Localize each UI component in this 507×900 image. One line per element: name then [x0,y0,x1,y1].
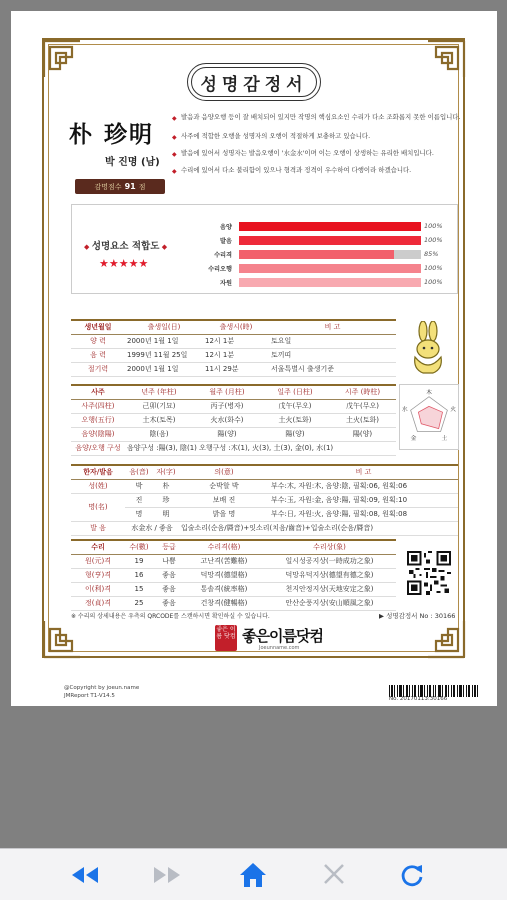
fit-bar-value: 100% [424,264,443,272]
fit-bar-track [239,222,421,231]
qr-code[interactable] [407,551,451,595]
table-row: 성(姓) 박 朴 순박할 박 부수:木, 자원:木, 음양:陰, 필획:06, 원획:06 [71,479,458,493]
table-row: 오행(五行) 土木(토목) 火水(화수) 土火(토화) 土火(토화) [71,413,396,427]
table-row: 명 明 밝을 명 부수:日, 자원:火, 음양:陽, 필획:08, 원획:08 [71,507,458,521]
note-item: ◆ 발음에 있어서 성명자는 발음오행이 '水金水'이며 이는 오행이 상생하는 유리한 배치입니다. [172,149,434,158]
fit-bar-track [239,264,421,273]
fit-bar-row [194,249,452,260]
certificate-title: 성명감정서 [200,74,308,95]
fit-chart [71,204,458,294]
logo-text: 좋은이름닷컴 [242,627,323,645]
score-badge [75,179,165,194]
certificate-number: ▶ 성명감정서 No : 30166 [379,612,456,620]
fit-bar-row [194,263,452,274]
fit-bar-label: 음양 [220,224,232,231]
corner-ornament-icon [426,39,466,79]
home-button[interactable] [238,861,268,889]
table-header: 월주 (月柱) [193,385,261,399]
certificate-title-box [187,63,321,101]
hangul-name: 박 진명 (남) [105,157,160,168]
pentagon-label: 金 [410,436,417,443]
fast-forward-icon [152,861,182,889]
fit-bar [239,236,421,245]
fit-bar-label: 자원 [220,280,232,287]
diamond-bullet-icon: ◆ [172,168,177,175]
copyright [64,684,139,700]
table-row: 이(利)격 15 좋음 통솔격(統率格) 천지안정지상(天地安定之象) [71,582,396,596]
table-header: 한자/발음 [71,465,125,479]
close-icon [319,861,349,889]
diamond-bullet-icon: ◆ [172,115,177,122]
fit-bar-value: 85% [424,250,439,258]
table-header: 수리 [71,540,125,554]
table-row: 정(貞)격 25 좋음 건창격(健暢格) 안산순풍지상(安山順風之象) [71,596,396,610]
score-unit: 점 [138,182,146,191]
stop-button[interactable] [319,861,349,889]
table-header: 사주 [71,385,125,399]
table-row: 명(名) 진 珍 보배 진 부수:玉, 자원:金, 음양:陽, 필획:09, 원획:10 [71,493,458,507]
fit-bar-label: 수리오행 [208,266,232,273]
diamond-bullet-icon: ◆ [172,151,177,158]
table-row: 음 력 1999년 11월 25일 12시 1분 토끼띠 [71,348,396,362]
fit-bar [239,250,394,259]
reload-button[interactable] [397,861,427,889]
corner-ornament-icon [426,619,466,659]
table-header: 자(字) [153,465,179,479]
fit-bar [239,264,421,273]
table-header: 일주 (日柱) [261,385,329,399]
hanja-name: 朴 珍明 [69,121,155,148]
table-header: 출생일(日) [125,320,203,334]
fit-bar-value: 100% [424,278,443,286]
brand-logo [215,625,345,651]
score-value: 91 [124,182,136,191]
fit-bar-row [194,221,452,232]
fit-bar-track [239,250,421,259]
diamond-bullet-icon: ◆ [172,134,177,141]
table-row: 음양(陰陽) 陰(음) 陽(양) 陽(양) 陽(양) [71,427,396,441]
fit-title: ◆ 성명요소 적합도 ◆ [84,241,168,252]
report-version: JMReport T1-V14.5 [64,693,115,699]
five-elements-chart [399,384,459,450]
table-row: 형(亨)격 16 좋음 덕망격(德望格) 덕망유덕지상(德望有德之象) [71,568,396,582]
barcode-number: No. 20170113:30166 [389,696,448,702]
table-row: 사주(四柱) 己卯(기묘) 丙子(병자) 戊午(무오) 戊午(무오) [71,399,396,413]
forward-button[interactable] [152,861,182,889]
suri-table [71,539,396,611]
rewind-icon [70,861,100,889]
fit-bar [239,278,421,287]
corner-ornament-icon [42,39,82,79]
table-row: 절기력 2000년 1월 1일 11시 29분 서울특별시 출생기준 [71,362,396,376]
corner-ornament-icon [42,619,82,659]
pentagon-label: 土 [441,436,448,443]
fit-bar-label: 발음 [220,238,232,245]
back-button[interactable] [70,861,100,889]
table-row: 발 음 水金水 / 좋음 입술소리(순음/脣音)+잇소리(치음/齒音)+입술소리(순음/脣音) [71,521,458,535]
table-header: 수(數) [125,540,153,554]
pentagon-label: 木 [426,389,432,396]
certificate-document [11,11,497,706]
reload-icon [397,861,427,889]
rating-stars: ★★★★★ [99,257,149,270]
saju-table [71,384,396,456]
fit-bar-label: 수리격 [214,252,232,259]
birth-table [71,319,396,377]
table-row: 원(元)격 19 나쁨 고난격(苦難格) 일시성공지상(一時成功之象) [71,554,396,568]
name-analysis-table [71,464,458,536]
table-header: 생년월일 [71,320,125,334]
fit-bar-track [239,236,421,245]
note-item: ◆ 발음과 음양오행 등이 잘 배치되어 있지만 작명의 핵심요소인 수리가 다소 조화롭지 못한 이름입니다. [172,113,461,122]
table-header: 출생시(時) [203,320,269,334]
fit-bar-value: 100% [424,236,443,244]
copyright-text: @Copyright by joeun.name [64,685,140,691]
table-header: 수리격(格) [185,540,263,554]
fit-bar [239,222,421,231]
table-row: 양 력 2000년 1월 1일 12시 1분 토요일 [71,334,396,348]
qr-note: ※ 수리의 상세내용은 우측의 QRCODE를 스캔하시면 확인하실 수 있습니다. [71,613,270,620]
table-header: 음(音) [125,465,153,479]
seal-icon: 좋은 이름 닷컴 [215,625,237,651]
fit-bar-row [194,235,452,246]
home-icon [238,861,268,889]
table-header: 년주 (年柱) [125,385,193,399]
pentagon-label: 水 [401,407,408,414]
fit-bar-row [194,277,452,288]
table-header: 비 고 [269,320,396,334]
table-row: 음양/오행 구성 음양구성 :陽(3), 陰(1) 오행구성 :木(1), 火(3), 土(3), 金(0), 水(1) [71,441,396,455]
table-header: 비 고 [269,465,458,479]
table-header: 수리상(象) [263,540,396,554]
pentagon-label: 火 [450,407,457,414]
rabbit-zodiac-icon [403,321,453,377]
table-header: 등급 [153,540,185,554]
browser-toolbar [0,848,507,900]
fit-bar-track [239,278,421,287]
barcode-icon [389,682,479,694]
note-item: ◆ 수리에 있어서 다소 불리함이 있으나 형격과 정격이 우수하여 다행이라 하겠습니다. [172,166,412,175]
note-item: ◆ 사주에 적합한 오행을 성명자의 오행이 적절하게 보충하고 있습니다. [172,132,371,141]
table-header: 의(意) [179,465,269,479]
fit-bar-value: 100% [424,222,443,230]
table-header: 시주 (時柱) [329,385,396,399]
logo-subtext: Joeunname.com [259,645,300,651]
score-label: 감명점수 [94,182,122,191]
